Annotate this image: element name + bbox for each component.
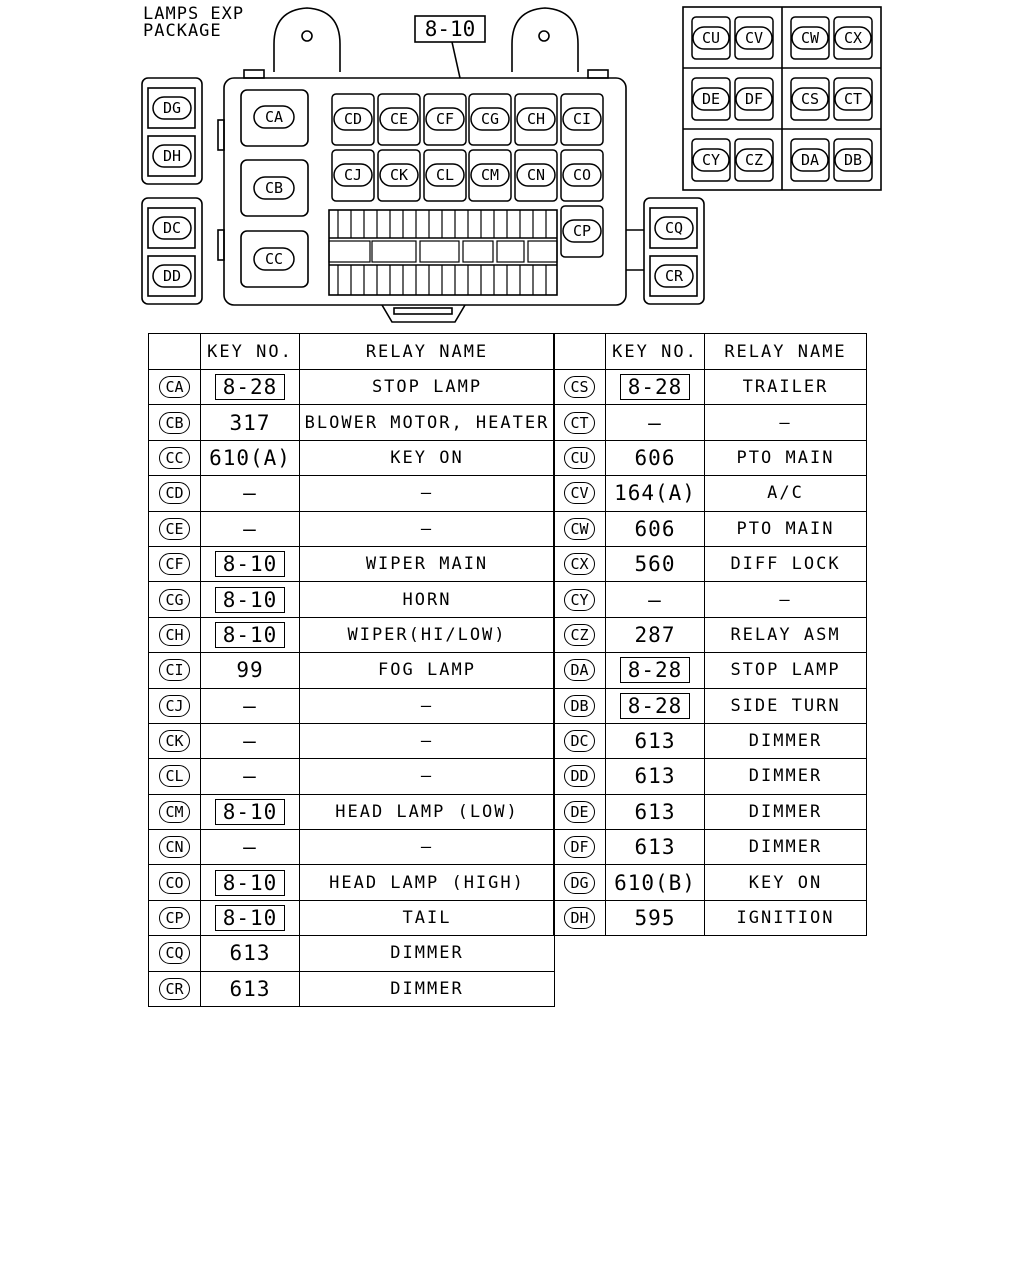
key-no-reference-box: 8-28 [620, 374, 691, 400]
relay-socket-cm [471, 164, 509, 186]
relay-id-badge: CJ [159, 695, 189, 717]
relay-id-badge: CR [159, 978, 189, 1000]
key-no-value: — [648, 587, 662, 612]
relay-socket-ce [380, 108, 418, 130]
relay-socket-label: CZ [744, 151, 764, 169]
relay-name-cell: DIMMER [705, 794, 867, 829]
relay-socket-cg [471, 108, 509, 130]
key-no-value: 613 [634, 835, 676, 860]
relay-id-badge: CL [159, 765, 189, 787]
table-row [554, 759, 867, 794]
relay-id-badge: CF [159, 553, 189, 575]
relay-id-cell [554, 617, 606, 652]
key-no-cell [201, 688, 300, 723]
key-no-cell [606, 476, 705, 511]
relay-socket-label: CU [701, 29, 721, 47]
key-no-cell [201, 511, 300, 546]
key-no-cell [201, 723, 300, 758]
key-no-value: — [243, 764, 257, 789]
relay-socket-label: DF [744, 90, 764, 108]
key-no-cell [606, 900, 705, 935]
key-no-reference-box: 8-10 [215, 905, 286, 931]
key-no-cell [201, 794, 300, 829]
relay-name-cell: BLOWER MOTOR, HEATER [300, 405, 555, 440]
relay-name-cell: DIMMER [300, 971, 555, 1006]
relay-id-badge: CQ [159, 942, 189, 964]
key-no-value: — [243, 481, 257, 506]
key-no-cell [201, 582, 300, 617]
relay-name-cell: PTO MAIN [705, 511, 867, 546]
relay-id-cell [149, 511, 201, 546]
table-row [149, 546, 555, 581]
relay-name-cell: HEAD LAMP (HIGH) [300, 865, 555, 900]
relay-box-diagram [0, 0, 1024, 330]
relay-socket-label: DA [800, 151, 820, 169]
key-no-value: 560 [634, 552, 676, 577]
header-blank [149, 334, 201, 370]
key-no-reference-box: 8-10 [215, 799, 286, 825]
relay-id-cell [149, 546, 201, 581]
table-row [554, 865, 867, 900]
relay-id-cell [149, 405, 201, 440]
table-row [149, 936, 555, 971]
relay-name-cell: PTO MAIN [705, 440, 867, 475]
relay-socket-label: CB [264, 179, 284, 197]
relay-socket-label: CN [526, 166, 546, 184]
table-row [149, 370, 555, 405]
key-no-cell [201, 971, 300, 1006]
key-no-cell [201, 830, 300, 865]
relay-name-cell: RELAY ASM [705, 617, 867, 652]
relay-name-cell: WIPER(HI/LOW) [300, 617, 555, 652]
relay-id-cell [554, 794, 606, 829]
relay-id-badge: CT [564, 412, 594, 434]
relay-socket-label: DC [162, 219, 182, 237]
relay-id-badge: CC [159, 447, 189, 469]
relay-name-cell: DIMMER [705, 759, 867, 794]
relay-socket-cf [426, 108, 464, 130]
table-row [554, 476, 867, 511]
table-row [554, 370, 867, 405]
relay-id-badge: CW [564, 518, 594, 540]
relay-id-cell [149, 617, 201, 652]
relay-socket-label: DE [701, 90, 721, 108]
relay-id-cell [149, 759, 201, 794]
relay-socket-label: DB [843, 151, 863, 169]
key-no-value: 606 [634, 445, 676, 470]
relay-socket-cu [693, 27, 729, 49]
table-row [554, 688, 867, 723]
relay-name-cell: TAIL [300, 900, 555, 935]
relay-id-badge: CE [159, 518, 189, 540]
key-no-value: 610(A) [209, 445, 291, 470]
key-no-value: 287 [634, 622, 676, 647]
relay-name-cell: STOP LAMP [705, 653, 867, 688]
key-no-reference-box: 8-10 [215, 622, 286, 648]
relay-id-cell [554, 546, 606, 581]
table-row [554, 582, 867, 617]
key-no-cell [201, 405, 300, 440]
key-no-cell [606, 546, 705, 581]
relay-id-badge: CI [159, 659, 189, 681]
relay-id-badge: CO [159, 872, 189, 894]
relay-name-cell: DIMMER [300, 936, 555, 971]
relay-id-cell [554, 370, 606, 405]
table-row [554, 830, 867, 865]
relay-table-left [148, 333, 555, 1007]
table-row [149, 476, 555, 511]
relay-socket-cq [655, 217, 693, 239]
relay-name-cell: — [300, 476, 555, 511]
key-no-cell [201, 546, 300, 581]
table-row [554, 723, 867, 758]
key-no-value: — [243, 729, 257, 754]
relay-socket-cl [426, 164, 464, 186]
table-row [149, 440, 555, 475]
key-no-cell [606, 511, 705, 546]
relay-name-cell: KEY ON [300, 440, 555, 475]
key-no-reference-box: 8-28 [620, 693, 691, 719]
key-no-value: — [648, 410, 662, 435]
key-no-reference-box: 8-10 [215, 551, 286, 577]
relay-id-badge: CA [159, 376, 189, 398]
relay-id-cell [554, 865, 606, 900]
relay-name-cell: DIMMER [705, 723, 867, 758]
relay-socket-cx [835, 27, 871, 49]
relay-socket-label: CW [800, 29, 820, 47]
header-blank [554, 334, 606, 370]
key-no-cell [201, 653, 300, 688]
table-header-row [554, 334, 867, 370]
relay-name-cell: HEAD LAMP (LOW) [300, 794, 555, 829]
relay-id-badge: CK [159, 730, 189, 752]
relay-id-badge: DE [564, 801, 594, 823]
relay-id-cell [149, 688, 201, 723]
relay-id-cell [149, 476, 201, 511]
key-no-cell [606, 405, 705, 440]
relay-socket-label: CG [480, 110, 500, 128]
callout-label: 8-10 [424, 17, 476, 41]
table-row [149, 653, 555, 688]
relay-socket-cv [736, 27, 772, 49]
key-no-cell [201, 370, 300, 405]
key-no-value: 613 [634, 799, 676, 824]
fuse-slots [329, 17, 872, 295]
relay-id-badge: CM [159, 801, 189, 823]
relay-id-cell [554, 653, 606, 688]
relay-socket-label: CI [572, 110, 592, 128]
relay-id-cell [149, 653, 201, 688]
relay-name-cell: FOG LAMP [300, 653, 555, 688]
relay-name-cell: — [300, 511, 555, 546]
relay-id-cell [554, 476, 606, 511]
relay-id-badge: DA [564, 659, 594, 681]
relay-socket-label: DD [162, 267, 182, 285]
relay-id-badge: DC [564, 730, 594, 752]
key-no-cell [606, 582, 705, 617]
key-no-cell [201, 865, 300, 900]
table-row [554, 617, 867, 652]
relay-socket-ca [254, 106, 294, 128]
relay-socket-label: CM [480, 166, 500, 184]
relay-socket-cr [655, 265, 693, 287]
relay-id-badge: CP [159, 907, 189, 929]
relay-socket-cd [334, 108, 372, 130]
relay-id-cell [149, 830, 201, 865]
relay-socket-dh [153, 145, 191, 167]
relay-socket-cz [736, 149, 772, 171]
key-no-value: — [243, 693, 257, 718]
key-no-value: 610(B) [614, 870, 696, 895]
key-no-value: 595 [634, 906, 676, 931]
key-no-value: — [243, 516, 257, 541]
relay-id-badge: CU [564, 447, 594, 469]
table-row [149, 865, 555, 900]
relay-socket-df [736, 88, 772, 110]
key-no-reference-box: 8-10 [215, 870, 286, 896]
key-no-cell [201, 936, 300, 971]
table-row [554, 405, 867, 440]
relay-socket-dc [153, 217, 191, 239]
relay-id-cell [554, 759, 606, 794]
relay-id-cell [554, 440, 606, 475]
relay-socket-da [792, 149, 828, 171]
table-row [149, 405, 555, 440]
relay-id-cell [149, 900, 201, 935]
relay-name-cell: STOP LAMP [300, 370, 555, 405]
callout-box [415, 16, 485, 42]
key-no-value: 606 [634, 516, 676, 541]
relay-socket-ck [380, 164, 418, 186]
relay-id-badge: CZ [564, 624, 594, 646]
relay-socket-ch [517, 108, 555, 130]
relay-socket-cn [517, 164, 555, 186]
table-row [149, 971, 555, 1006]
relay-name-cell: KEY ON [705, 865, 867, 900]
relay-name-cell: — [300, 688, 555, 723]
package-note-line1: LAMPS EXP [143, 4, 245, 24]
relay-id-badge: DD [564, 765, 594, 787]
header-key-no: KEY NO. [606, 334, 705, 370]
relay-id-badge: CY [564, 589, 594, 611]
relay-socket-label: CJ [343, 166, 363, 184]
relay-id-cell [149, 865, 201, 900]
relay-name-cell: A/C [705, 476, 867, 511]
relay-id-cell [149, 794, 201, 829]
key-no-value: 613 [634, 764, 676, 789]
relay-id-badge: CG [159, 589, 189, 611]
key-no-cell [606, 440, 705, 475]
table-row [554, 794, 867, 829]
relay-id-cell [554, 511, 606, 546]
relay-id-badge: CX [564, 553, 594, 575]
relay-socket-cw [792, 27, 828, 49]
key-no-cell [201, 617, 300, 652]
relay-socket-label: CK [389, 166, 409, 184]
relay-id-cell [554, 405, 606, 440]
relay-name-cell: — [300, 723, 555, 758]
table-header-row [149, 334, 555, 370]
relay-id-badge: CV [564, 482, 594, 504]
header-relay-name: RELAY NAME [300, 334, 555, 370]
table-row [554, 653, 867, 688]
key-no-value: 613 [229, 976, 271, 1001]
package-note-line2: PACKAGE [143, 21, 222, 41]
key-no-reference-box: 8-28 [620, 657, 691, 683]
relay-id-cell [149, 440, 201, 475]
key-no-value: 317 [229, 410, 271, 435]
relay-id-cell [554, 582, 606, 617]
relay-socket-label: CO [572, 166, 592, 184]
key-no-cell [201, 440, 300, 475]
table-row [554, 511, 867, 546]
table-row [149, 511, 555, 546]
relay-socket-label: CP [572, 222, 592, 240]
relay-socket-label: CS [800, 90, 820, 108]
relay-name-cell: DIMMER [705, 830, 867, 865]
relay-id-badge: DH [564, 907, 594, 929]
relay-socket-dg [153, 97, 191, 119]
table-row [554, 546, 867, 581]
relay-id-badge: DF [564, 836, 594, 858]
relay-id-cell [554, 723, 606, 758]
key-no-cell [201, 476, 300, 511]
relay-socket-de [693, 88, 729, 110]
key-no-reference-box: 8-10 [215, 587, 286, 613]
key-no-cell [606, 653, 705, 688]
relay-socket-cc [254, 248, 294, 270]
key-no-value: 613 [634, 729, 676, 754]
relay-id-badge: CS [564, 376, 594, 398]
relay-socket-label: CV [744, 29, 764, 47]
header-relay-name: RELAY NAME [705, 334, 867, 370]
key-no-value: 99 [236, 658, 264, 683]
key-no-value: 613 [229, 941, 271, 966]
relay-id-badge: DG [564, 872, 594, 894]
relay-socket-label: CY [701, 151, 721, 169]
table-row [554, 440, 867, 475]
relay-id-cell [149, 370, 201, 405]
relay-name-cell: — [705, 582, 867, 617]
key-no-reference-box: 8-28 [215, 374, 286, 400]
key-no-cell [606, 617, 705, 652]
table-row [149, 794, 555, 829]
relay-name-cell: WIPER MAIN [300, 546, 555, 581]
relay-name-cell: IGNITION [705, 900, 867, 935]
table-row [149, 617, 555, 652]
relay-name-cell: SIDE TURN [705, 688, 867, 723]
relay-id-badge: DB [564, 695, 594, 717]
key-no-cell [606, 830, 705, 865]
table-row [149, 900, 555, 935]
relay-name-cell: HORN [300, 582, 555, 617]
header-key-no: KEY NO. [201, 334, 300, 370]
key-no-cell [201, 759, 300, 794]
relay-name-cell: — [705, 405, 867, 440]
relay-table-right [553, 333, 867, 936]
relay-socket-label: CC [264, 250, 284, 268]
relay-name-cell: TRAILER [705, 370, 867, 405]
table-row [149, 688, 555, 723]
key-no-cell [606, 794, 705, 829]
relay-id-cell [149, 936, 201, 971]
relay-id-cell [149, 971, 201, 1006]
relay-socket-label: CA [264, 108, 284, 126]
relay-socket-label: CT [843, 90, 863, 108]
relay-name-cell: — [300, 830, 555, 865]
relay-socket-label: CX [843, 29, 863, 47]
relay-socket-co [563, 164, 601, 186]
table-row [149, 582, 555, 617]
relay-socket-label: CF [435, 110, 455, 128]
relay-socket-db [835, 149, 871, 171]
relay-id-badge: CN [159, 836, 189, 858]
key-no-cell [201, 900, 300, 935]
key-no-cell [606, 759, 705, 794]
relay-name-cell: DIFF LOCK [705, 546, 867, 581]
relay-socket-label: CR [664, 267, 684, 285]
relay-socket-label: CL [435, 166, 455, 184]
relay-socket-ct [835, 88, 871, 110]
relay-id-cell [554, 830, 606, 865]
relay-socket-label: CQ [664, 219, 684, 237]
key-no-cell [606, 865, 705, 900]
key-no-value: — [243, 835, 257, 860]
relay-id-badge: CD [159, 482, 189, 504]
relay-name-cell: — [300, 759, 555, 794]
key-no-cell [606, 370, 705, 405]
relay-id-cell [149, 723, 201, 758]
relay-id-cell [554, 900, 606, 935]
relay-socket-cb [254, 177, 294, 199]
relay-socket-cs [792, 88, 828, 110]
relay-socket-label: CH [526, 110, 546, 128]
relay-socket-label: DH [162, 147, 182, 165]
relay-socket-ci [563, 108, 601, 130]
key-no-cell [606, 688, 705, 723]
relay-id-cell [554, 688, 606, 723]
table-row [149, 723, 555, 758]
relay-id-cell [149, 582, 201, 617]
table-row [554, 900, 867, 935]
table-row [149, 830, 555, 865]
table-row [149, 759, 555, 794]
relay-socket-label: DG [162, 99, 182, 117]
key-no-value: 164(A) [614, 481, 696, 506]
relay-socket-label: CD [343, 110, 363, 128]
relay-socket-label: CE [389, 110, 409, 128]
relay-socket-dd [153, 265, 191, 287]
relay-socket-cp [563, 220, 601, 242]
relay-id-badge: CH [159, 624, 189, 646]
relay-id-badge: CB [159, 412, 189, 434]
relay-socket-cj [334, 164, 372, 186]
relay-socket-cy [693, 149, 729, 171]
key-no-cell [606, 723, 705, 758]
